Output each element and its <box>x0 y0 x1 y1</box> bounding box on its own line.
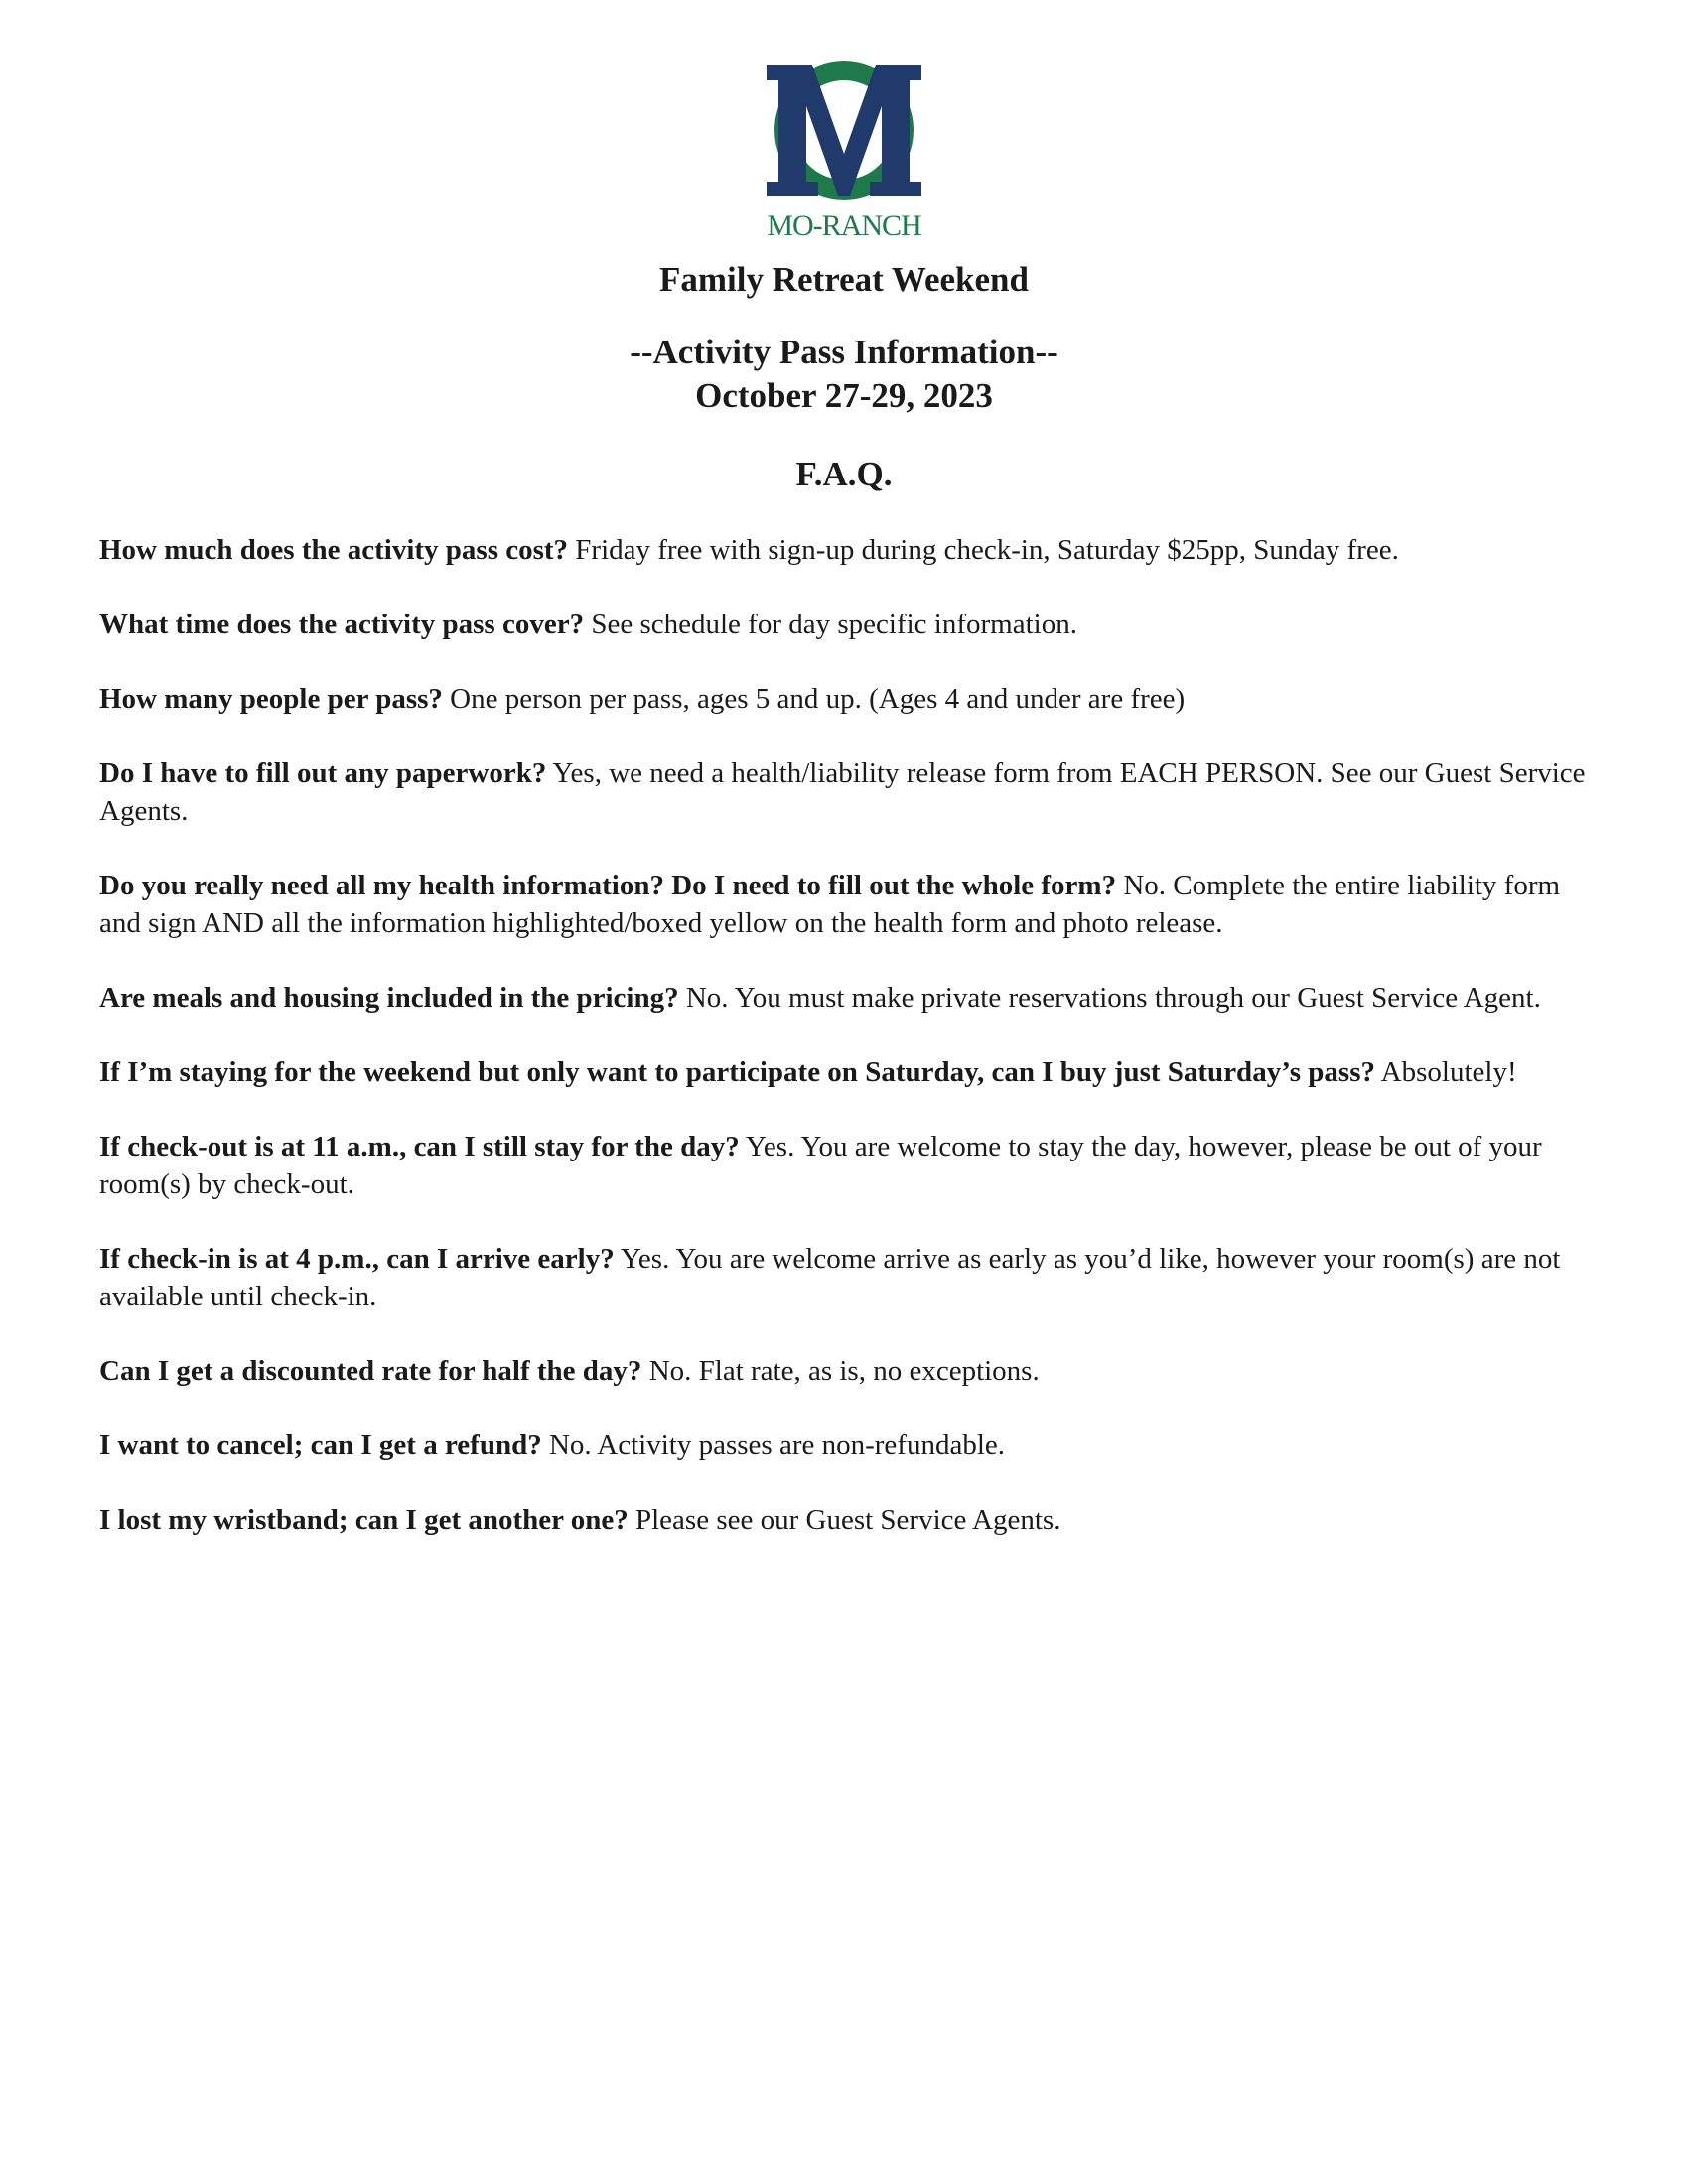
faq-item <box>99 1240 1589 1315</box>
faq-list <box>99 531 1589 1575</box>
faq-question: If check-out is at 11 a.m., can I still stay for the day? <box>99 1131 740 1162</box>
faq-answer: Please see our Guest Service Agents. <box>635 1504 1061 1536</box>
faq-answer: Yes. You are welcome arrive as early as you’d like, however your room(s) are not available until check-in. <box>99 1243 1561 1312</box>
faq-question: Do you really need all my health information? Do I need to fill out the whole form? <box>99 870 1117 901</box>
faq-question: Are meals and housing included in the pricing? <box>99 982 679 1014</box>
faq-answer: See schedule for day specific information. <box>591 609 1077 640</box>
subtitle-line-2: October 27-29, 2023 <box>695 376 993 415</box>
faq-question: Can I get a discounted rate for half the day? <box>99 1355 642 1387</box>
logo-mark <box>755 55 933 243</box>
faq-item <box>99 606 1589 643</box>
faq-question: If I’m staying for the weekend but only want to participate on Saturday, can I buy just Saturday’s pass? <box>99 1056 1376 1088</box>
faq-answer: No. You must make private reservations through our Guest Service Agent. <box>685 982 1541 1014</box>
faq-item <box>99 1053 1589 1091</box>
document-subtitle <box>0 331 1688 418</box>
faq-question: How many people per pass? <box>99 683 443 715</box>
faq-question: What time does the activity pass cover? <box>99 609 585 640</box>
faq-answer: No. Flat rate, as is, no exceptions. <box>648 1355 1040 1387</box>
faq-item <box>99 531 1589 569</box>
faq-item <box>99 1501 1589 1539</box>
faq-answer: Yes. You are welcome to stay the day, however, please be out of your room(s) by check-out. <box>99 1131 1542 1200</box>
faq-answer: Friday free with sign-up during check-in, Saturday $25pp, Sunday free. <box>575 534 1399 566</box>
faq-question: How much does the activity pass cost? <box>99 534 569 566</box>
mo-ranch-logo <box>755 55 933 243</box>
subtitle-line-1: --Activity Pass Information-- <box>630 333 1058 371</box>
faq-item <box>99 867 1589 942</box>
faq-question: If check-in is at 4 p.m., can I arrive early? <box>99 1243 615 1275</box>
faq-answer: Absolutely! <box>1380 1056 1517 1088</box>
faq-item <box>99 979 1589 1017</box>
faq-item <box>99 1128 1589 1203</box>
faq-answer: One person per pass, ages 5 and up. (Ages 4 and under are free) <box>450 683 1186 715</box>
faq-question: Do I have to fill out any paperwork? <box>99 757 547 789</box>
faq-answer: No. Complete the entire liability form and sign AND all the information highlighted/boxed yellow on the health form and photo release. <box>99 870 1561 939</box>
faq-question: I lost my wristband; can I get another one? <box>99 1504 629 1536</box>
logo-text: MO-RANCH <box>767 209 921 242</box>
faq-heading: F.A.Q. <box>795 455 893 493</box>
faq-answer: Yes, we need a health/liability release form from EACH PERSON. See our Guest Service Agents. <box>99 757 1586 827</box>
faq-item <box>99 1427 1589 1464</box>
document-title: Family Retreat Weekend <box>659 260 1029 299</box>
faq-item <box>99 1352 1589 1390</box>
faq-item <box>99 754 1589 830</box>
faq-answer: No. Activity passes are non-refundable. <box>548 1430 1005 1461</box>
faq-question: I want to cancel; can I get a refund? <box>99 1430 542 1461</box>
faq-item <box>99 680 1589 718</box>
